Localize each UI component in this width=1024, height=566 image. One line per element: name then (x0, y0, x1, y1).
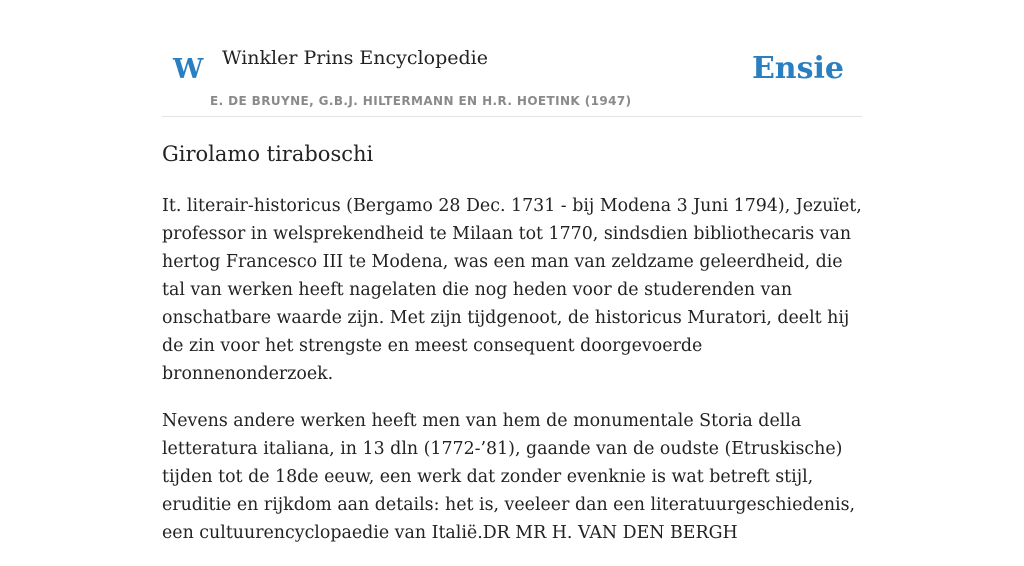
source-title[interactable]: Winkler Prins Encyclopedie (222, 47, 488, 69)
article-paragraph: It. literair-historicus (Bergamo 28 Dec. 1731 - bij Modena 3 Juni 1794), Jezuïet, professor in welsprekendheid te Milaan tot 1770, sindsdien bibliothecaris van hertog Francesco III te Modena, was een man van zeldzame geleerdheid, die tal van werken heeft nagelaten die nog heden voor de studerenden van onschatbare waarde zijn. Met zijn tijdgenoot, de historicus Muratori, deelt hij de zin voor het strengste en meest consequent doorgevoerde bronnenonderzoek. (162, 196, 862, 384)
article-body (162, 192, 868, 566)
source-header (162, 0, 862, 117)
ensie-brand-link[interactable]: Ensie (751, 51, 844, 86)
source-authors: E. DE BRUYNE, G.B.J. HILTERMANN EN H.R. HOETINK (1947) (210, 94, 632, 108)
article-paragraph: Nevens andere werken heeft men van hem de monumentale Storia della letteratura italiana, in 13 dln (1772-’81), gaande van de oudste (Etruskische) tijden tot de 18de eeuw, een werk dat zonder evenknie is wat betreft stijl, eruditie en rijkdom aan details: het is, veeleer dan een literatuurgeschiedenis, een cultuurencyclopaedie van Italië.DR MR H. VAN DEN BERGH (162, 411, 856, 543)
winkler-prins-logo-icon[interactable]: W (173, 54, 204, 85)
article-title: Girolamo tiraboschi (162, 142, 374, 166)
